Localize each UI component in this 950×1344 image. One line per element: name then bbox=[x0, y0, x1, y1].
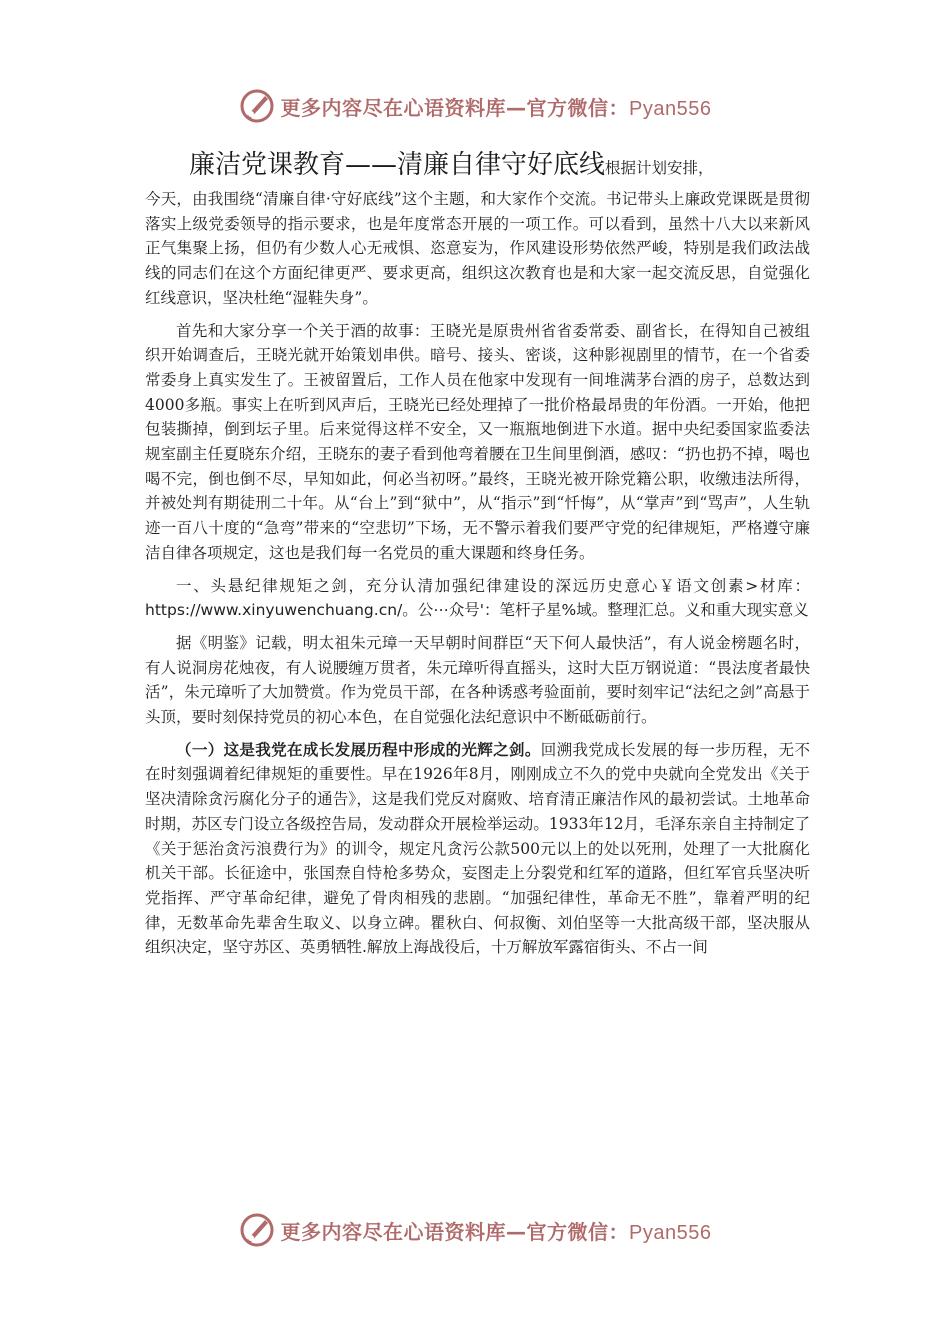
title-line bbox=[145, 152, 810, 181]
header-banner bbox=[0, 84, 950, 128]
paragraph-subsection-one bbox=[145, 738, 810, 960]
subsection-heading: （一）这是我党在成长发展历程中形成的光辉之剑。 bbox=[176, 739, 541, 759]
title-tail-text: 根据计划安排， bbox=[605, 159, 714, 177]
document-title: 廉洁党课教育——清廉自律守好底线 bbox=[189, 150, 606, 180]
banner-text: 更多内容尽在心语资料库—官方微信：Pyan556 bbox=[280, 95, 712, 120]
banner-wechat-id: Pyan556 bbox=[629, 1221, 712, 1244]
paragraph-mingjian: 据《明鉴》记载，明太祖朱元璋一天早朝时间群臣“天下何人最快活”，有人说金榜题名时，有人说洞房花烛夜，有人说腰缠万贯者，朱元璋听得直摇头，这时大臣万钢说道：“畏法度者最快活”，朱元璋听了大加赞赏。作为党员干部，在各种诱惑考验面前，要时刻牢记“法纪之剑”高悬于头顶，要时刻保持党员的初心本色，在自觉强化法纪意识中不断砥砺前行。 bbox=[145, 633, 810, 727]
footer-banner bbox=[0, 1208, 950, 1252]
ink-brush-logo-icon bbox=[239, 1212, 275, 1248]
paragraph-story: 首先和大家分享一个关于酒的故事：王晓光是原贵州省省委常委、副省长，在得知自己被组织开始调查后，王晓光就开始策划串供。暗号、接头、密谈，这种影视剧里的情节，在一个省委常委身上真实发生了。王被留置后，工作人员在他家中发现有一间堆满茅台酒的房子，总数达到4000多瓶。事实上在听到风声后，王晓光已经处理掉了一批价格最昂贵的年份酒。一开始，他把包装撕掉，倒到坛子里。后来觉得这样不安全，又一瓶瓶地倒进下水道。据中央纪委国家监委法规室副主任夏晓东介绍，王晓东的妻子看到他弯着腰在卫生间里倒酒，感叹：“扔也扔不掉，喝也喝不完，倒也倒不尽，早知如此，何必当初呀。”最终，王晓光被开除党籍公职，收缴违法所得，并被处判有期徒刑二十年。从“台上”到“狱中”，从“指示”到“忏悔”，从“掌声”到“骂声”，人生轨迹一百八十度的“急弯”带来的“空悲切”下场，无不警示着我们要严守党的纪律规矩，严格遵守廉洁自律各项规定，这也是我们每一名党员的重大课题和终身任务。 bbox=[145, 321, 810, 562]
section-heading-one: 一、头悬纪律规矩之剑，充分认清加强纪律建设的深远历史意心￥语文创素>材库：https://www.xinyuwenchuang.cn/。公⋯众号'：笔杆子星%域。整理汇总。义和重大现实意义 bbox=[145, 576, 810, 620]
paragraph-intro: 今天，由我围绕“清廉自律·守好底线”这个主题，和大家作个交流。书记带头上廉政党课既是贯彻落实上级党委领导的指示要求，也是年度常态开展的一项工作。可以看到，虽然十八大以来新风正气集聚上扬，但仍有少数人心无戒惧、恣意妄为，作风建设形势依然严峻，特别是我们政法战线的同志们在这个方面纪律更严、要求更高，组织这次教育也是和大家一起交流反思，自觉强化红线意识，坚决杜绝“湿鞋失身”。 bbox=[145, 190, 810, 307]
subsection-text: 回溯我党成长发展的每一步历程，无不在时刻强调着纪律规矩的重要性。早在1926年8月，刚刚成立不久的党中央就向全党发出《关于坚决清除贪污腐化分子的通告》，这是我们党反对腐败、培育清正廉洁作风的最初尝试。土地革命时期，苏区专门设立各级控告局，发动群众开展检举运动。1933年12月，毛泽东亲自主持制定了《关于惩治贪污浪费行为》的训令，规定凡贪污公款500元以上的处以死刑，处理了一大批腐化机关干部。长征途中，张国焘自恃枪多势众，妄图走上分裂党和红军的道路，但红军官兵坚决听党指挥、严守革命纪律，避免了骨肉相残的悲剧。“加强纪律性，革命无不胜”，靠着严明的纪律，无数革命先辈舍生取义、以身立碑。瞿秋白、何叔衡、刘伯坚等一大批高级干部，坚决服从组织决定，坚守苏区、英勇牺牲.解放上海战役后，十万解放军露宿街头、不占一间 bbox=[145, 740, 810, 957]
ink-brush-logo-icon bbox=[239, 88, 275, 124]
document-body bbox=[145, 152, 810, 960]
banner-wechat-id: Pyan556 bbox=[629, 97, 712, 120]
banner-text: 更多内容尽在心语资料库—官方微信：Pyan556 bbox=[280, 1219, 712, 1244]
